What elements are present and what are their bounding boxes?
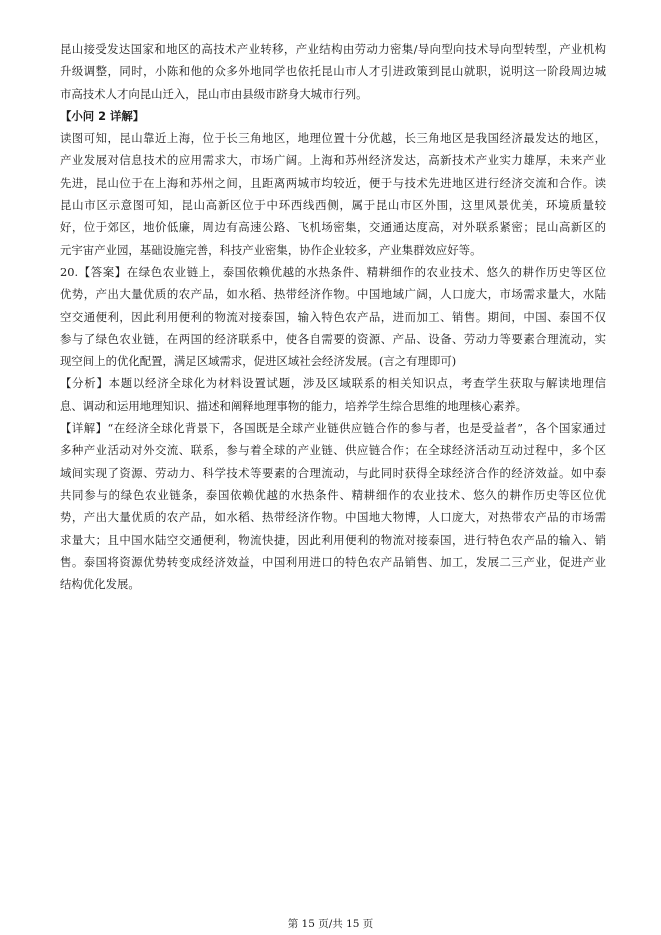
text-line: 空交通便利，因此利用便利的物流对接泰国，输入特色农产品，进而加工、销售。期间，中国、泰国不仅 (60, 309, 606, 324)
text-line: 产业发展对信息技术的应用需求大，市场广阔。上海和苏州经济发达，高新技术产业实力雄厚，未来产业 (60, 153, 606, 168)
text-line: 昆山接受发达国家和地区的高技术产业转移，产业结构由劳动力密集/导向型向技术导向型转型，产业机构 (60, 42, 606, 56)
text-line: 先进，昆山位于在上海和苏州之间，且距离两城市均较近，便于与技术先进地区进行经济交流和合作。读 (60, 175, 606, 190)
text-line: 读图可知，昆山靠近上海，位于长三角地区，地理位置十分优越，长三角地区是我国经济最发达的地区， (60, 131, 606, 146)
text-line: 元宇宙产业园，基础设施完善，科技产业密集，协作企业较多，产业集群效应好等。 (60, 242, 482, 257)
answer-line: 20.【答案】在绿色农业链上，泰国依赖优越的水热条件、精耕细作的农业技术、悠久的耕作历史等区位 (60, 264, 606, 279)
text-line: 售。泰国将资源优势转变成经济效益，中国利用进口的特色农产品销售、加工，发展二三产业，促进产业 (60, 554, 606, 569)
text-line: 域间实现了资源、劳动力、科学技术等要素的合理流动，与此同时获得全球经济合作的经济效益。如中泰 (60, 465, 606, 480)
analysis-line: 【分析】本题以经济全球化为材料设置试题，涉及区域联系的相关知识点，考查学生获取与解读地理信 (60, 376, 606, 391)
page-number-footer: 第 15 页/共 15 页 (287, 918, 374, 930)
text-line: 好，位于郊区，地价低廉，周边有高速公路、飞机场密集，交通通达度高，对外联系紧密；昆山高新区的 (60, 220, 606, 235)
text-line: 势，产出大量优质的农产品，如水稻、热带经济作物。中国地大物博，人口庞大，对热带农产品的市场需 (60, 510, 606, 525)
text-line: 市高技术人才向昆山迁入，昆山市由县级市跻身大城市行列。 (60, 86, 368, 101)
text-line: 升级调整，同时，小陈和他的众多外地同学也依托昆山市人才引进政策到昆山就职，说明这一阶段周边城 (60, 64, 606, 79)
detail-line: 【详解】“在经济全球化背景下，各国既是全球产业链供应链合作的参与者，也是受益者”，各个国家通过 (60, 421, 606, 436)
text-line: 多种产业活动对外交流、联系，参与着全球的产业链、供应链合作；在全球经济活动互动过程中，多个区 (60, 443, 606, 458)
text-line: 昆山市区示意图可知，昆山高新区位于中环西线西侧，属于昆山市区外围，这里风景优美，环境质量较 (60, 198, 606, 213)
section-heading: 【小问 2 详解】 (60, 108, 145, 123)
text-line: 求量大；且中国水陆空交通便利，物流快捷，因此利用便利的物流对接泰国，进行特色农产品的输入、销 (60, 532, 606, 547)
text-line: 结构优化发展。 (60, 577, 140, 592)
text-line: 息、调动和运用地理知识、描述和阐释地理事物的能力，培养学生综合思维的地理核心素养。 (60, 398, 528, 413)
text-line: 优势，产出大量优质的农产品，如水稻、热带经济作物。中国地域广阔，人口庞大，市场需求量大，水陆 (60, 287, 606, 302)
text-line: 参与了绿色农业链，在两国的经济联系中，使各自需要的资源、产品、设备、劳动力等要素合理流动，实 (60, 331, 606, 346)
text-line: 共同参与的绿色农业链条，泰国依赖优越的水热条件、精耕细作的农业技术、悠久的耕作历史等区位优 (60, 487, 606, 502)
text-line: 现空间上的优化配置，满足区域需求，促进区域社会经济发展。(言之有理即可) (60, 354, 457, 369)
document-body (60, 38, 606, 595)
